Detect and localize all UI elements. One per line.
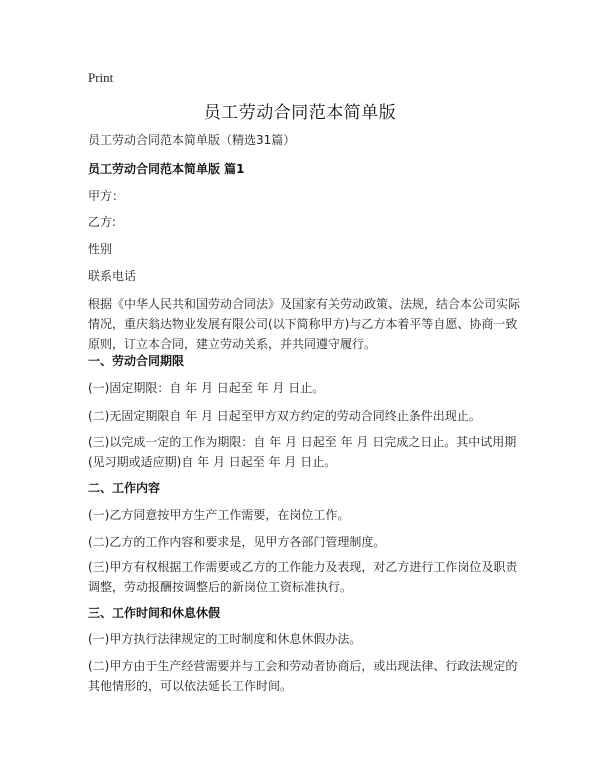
section-item: (一)甲方执行法律规定的工时制度和休息休假办法。 [88, 632, 362, 646]
section-heading-working-hours: 三、工作时间和休息休假 [88, 606, 221, 620]
section-item: (一)乙方同意按甲方生产工作需要，在岗位工作。 [88, 508, 350, 522]
section-item: (一)固定期限：自 年 月 日起至 年 月 日止。 [88, 381, 325, 395]
section-item: (二)无固定期限自 年 月 日起至甲方双方约定的劳动合同终止条件出现止。 [88, 409, 481, 423]
section-heading-contract-term: 一、劳动合同期限 [88, 354, 185, 368]
field-party-b: 乙方: [88, 215, 117, 229]
document-title: 员工劳动合同范本简单版 [203, 103, 397, 123]
intro-paragraph: 根据《中华人民共和国劳动合同法》及国家有关劳动政策、法规，结合本公司实际情况，重庆翁达物业发展有限公司(以下简称甲方)与乙方本着平等自愿、协商一致原则，订立本合同，建立劳动关系，并共同遵守履行。 [88, 297, 521, 351]
section-item: (三)甲方有权根据工作需要或乙方的工作能力及表现，对乙方进行工作岗位及职责调整，劳动报酬按调整后的新岗位工资标准执行。 [88, 560, 518, 594]
print-link[interactable]: Print [88, 70, 114, 85]
article-heading: 员工劳动合同范本简单版 篇1 [88, 162, 245, 176]
section-item: (三)以完成一定的工作为期限：自 年 月 日起至 年 月 日完成之日止。其中试用期(见习期或适应期)自 年 月 日起至 年 月 日止。 [88, 435, 517, 469]
field-party-a: 甲方： [88, 189, 125, 203]
section-heading-work-content: 二、工作内容 [88, 481, 161, 495]
field-gender: 性别 [88, 242, 113, 256]
field-phone: 联系电话 [88, 269, 137, 283]
section-item: (二)甲方由于生产经营需要并与工会和劳动者协商后，或出现法律、行政法规定的其他情形的，可以依法延长工作时间。 [88, 659, 518, 693]
document-subtitle: 员工劳动合同范本简单版（精选31篇） [88, 133, 296, 147]
section-item: (二)乙方的工作内容和要求是，见甲方各部门管理制度。 [88, 535, 386, 549]
